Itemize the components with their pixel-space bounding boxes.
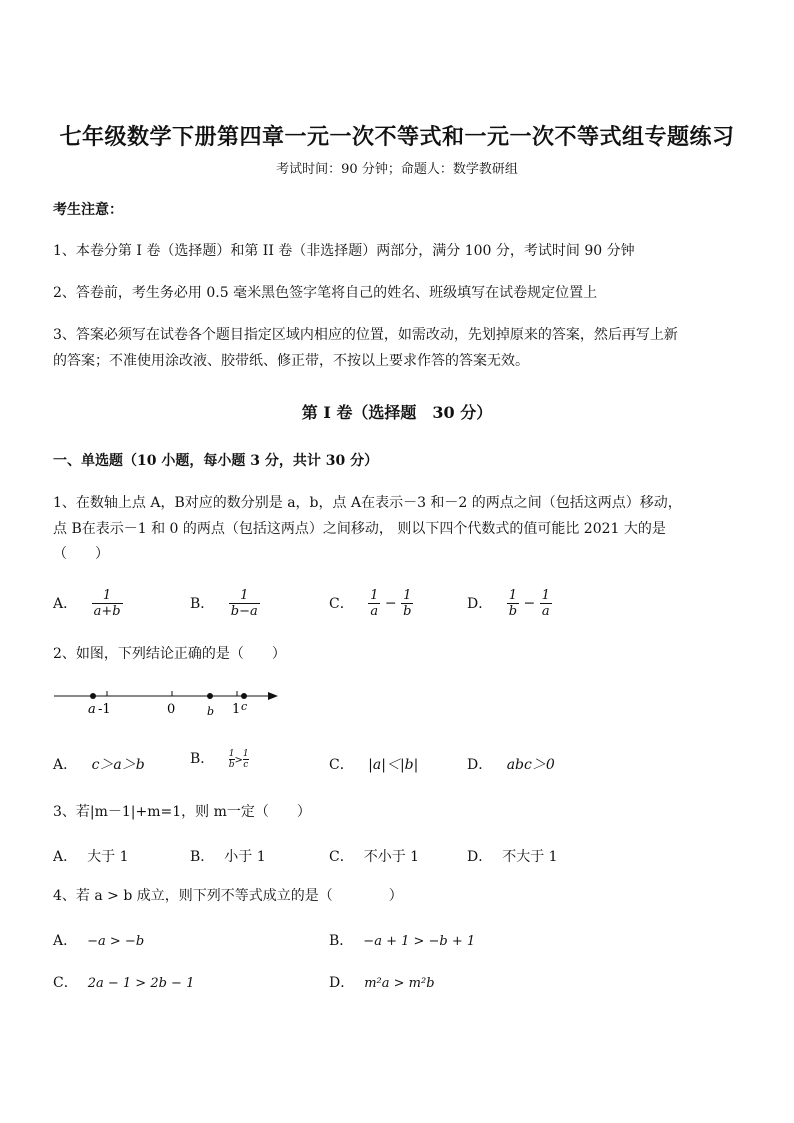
q3-option-c[interactable] [329,846,419,866]
exam-subtitle: 考试时间：90 分钟；命题人：数学教研组 [276,162,518,177]
part-heading: 一、单选题（10 小题，每小题 3 分，共计 30 分） [53,453,379,469]
fraction [92,588,123,619]
fraction [507,588,519,619]
q1-option-b[interactable] [190,588,260,619]
option-text: −a > −b [87,934,145,949]
option-text: m²a > m²b [364,976,435,991]
q2-option-d[interactable] [467,754,555,774]
frac-num: 1 [242,748,249,759]
frac-den: a [540,603,552,619]
operator: > [234,755,243,766]
q2-option-c[interactable] [329,754,418,774]
q1-line1: 1、在数轴上点 A，B对应的数分别是 a，b，点 A在表示－3 和－2 的两点之间（包括这两点）移动， [53,495,682,511]
frac-num: 1 [102,588,112,603]
option-text: −a + 1 > −b + 1 [363,934,476,949]
option-letter: A． [53,595,78,612]
q4-stem: 4、若 a > b 成立，则下列不等式成立的是（ ） [53,888,403,904]
frac-den: b [508,604,518,619]
section-title: 第 I 卷（选择题 30 分） [301,403,493,422]
notice-item-3-cont: 的答案；不准使用涂改液、胶带纸、修正带，不按以上要求作答的答案无效。 [53,353,529,369]
fraction [401,588,413,619]
option-text: 不大于 1 [502,849,558,865]
q1-option-c[interactable] [329,588,413,619]
option-text: 2a − 1 > 2b − 1 [87,976,195,991]
fraction [243,749,249,770]
label-c: c [241,700,248,713]
frac-den: b [403,604,412,619]
number-line-figure [50,682,290,718]
option-text: abc＞0 [506,757,555,773]
frac-den: c [243,759,249,770]
q4-option-d[interactable] [329,972,435,992]
frac-num: 1 [403,588,412,603]
q3-stem: 3、若|m－1|+m=1，则 m一定（ ） [53,804,311,820]
option-letter: C． [329,595,354,612]
notice-item-1: 1、本卷分第 I 卷（选择题）和第 II 卷（非选择题）两部分，满分 100 分，考试时间 90 分钟 [53,243,635,259]
option-letter: A． [53,849,78,865]
label-0: 0 [167,702,176,717]
frac-num: 1 [508,588,517,603]
frac-num: 1 [541,588,550,603]
frac-num: 1 [370,588,379,603]
option-letter: B． [329,933,354,949]
q3-option-b[interactable] [190,846,266,866]
frac-num: 1 [240,588,249,603]
point-a [90,693,96,699]
q2-option-a[interactable] [53,754,145,774]
q4-option-c[interactable] [53,972,194,992]
option-text: 小于 1 [224,849,266,865]
option-letter: B． [190,849,215,865]
option-letter: B． [190,595,215,612]
frac-den: a+b [93,604,121,619]
operator: − [523,595,536,612]
point-c [241,693,247,699]
option-text: 大于 1 [87,849,129,865]
option-letter: D． [467,595,493,612]
option-letter: C． [329,849,354,865]
q1-option-a[interactable] [53,588,123,619]
operator: − [384,595,397,612]
option-letter: C． [53,975,78,991]
option-text: c＞a＞b [91,757,145,773]
option-letter: D． [329,975,355,991]
q3-option-d[interactable] [467,846,558,866]
option-letter: D． [467,757,493,773]
number-line-arrow [268,692,278,700]
option-letter: D． [467,849,493,865]
option-text: |a|＜|b| [368,757,419,773]
option-letter: B． [190,751,215,767]
frac-den: a [368,603,380,619]
label-1: 1 [232,702,241,717]
q1-line3: （ ） [53,546,109,562]
q1-option-d[interactable] [467,588,552,619]
notice-heading: 考生注意： [53,202,123,218]
q4-option-b[interactable] [329,930,475,950]
label-a: a [88,702,96,717]
q2-stem: 2、如图，下列结论正确的是（ ） [53,646,286,662]
label-b: b [207,705,215,718]
point-b [207,693,213,699]
option-text: 不小于 1 [363,849,420,865]
option-letter: C． [329,757,354,773]
q4-option-a[interactable] [53,930,144,950]
notice-item-2: 2、答卷前，考生务必用 0.5 毫米黑色签字笔将自己的姓名、班级填写在试卷规定位置上 [53,285,598,301]
exam-title: 七年级数学下册第四章一元一次不等式和一元一次不等式组专题练习 [59,124,735,150]
fraction [368,588,380,619]
frac-den: b [228,759,235,770]
frac-num: 1 [228,748,235,759]
option-letter: A． [53,757,78,773]
option-letter: A． [53,933,78,949]
q3-option-a[interactable] [53,846,128,866]
frac-den: b−a [230,604,258,619]
fraction [229,588,260,619]
q2-option-b[interactable] [190,748,249,770]
q1-line2: 点 B在表示－1 和 0 的两点（包括这两点）之间移动， 则以下四个代数式的值可能比 2021 大的是 [53,521,666,537]
fraction [540,588,552,619]
label-neg1: -1 [98,702,111,717]
notice-item-3: 3、答案必须写在试卷各个题目指定区域内相应的位置，如需改动，先划掉原来的答案，然后再写上新 [53,327,678,343]
